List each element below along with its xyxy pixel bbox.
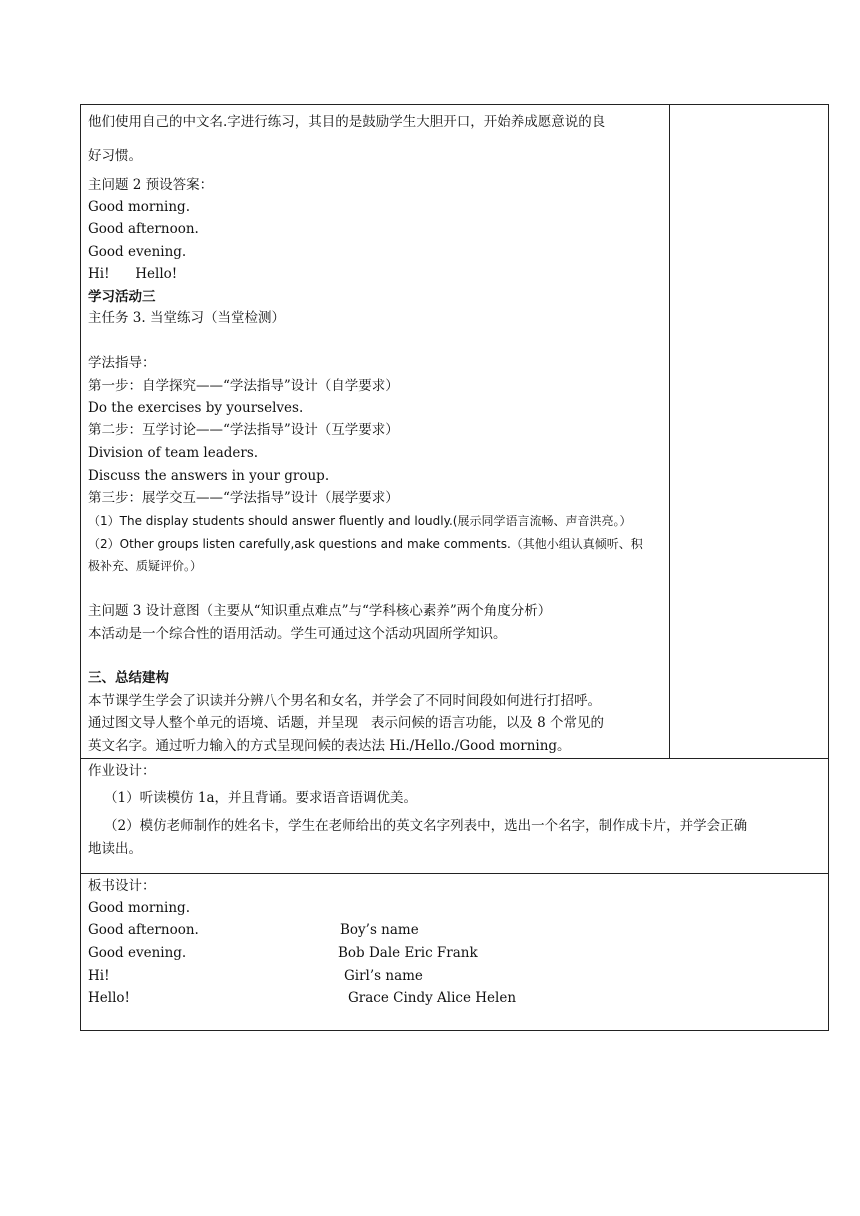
text-line: 极补充、质疑评价。） [88,559,203,573]
text-line: Good evening. [88,244,187,260]
board-right-line: Bob Dale Eric Frank [338,945,478,961]
text-line: （2）Other groups listen carefully,ask questions and make comments.（其他小组认真倾听、积 [88,537,643,551]
text-line: Division of team leaders. [88,445,259,461]
homework-item: （1）听读模仿 1a，并且背诵。要求语音语调优美。 [104,790,418,806]
board-left-line: Good evening. [88,945,187,961]
text-line: 通过图文导人整个单元的语境、话题，并呈现 表示问候的语言功能，以及 8 个常见的 [88,715,605,731]
board-right-line: Girl’s name [344,968,423,984]
text-line: 本活动是一个综合性的语用活动。学生可通过这个活动巩固所学知识。 [88,626,507,642]
activity-heading: 学习活动三 [88,289,156,305]
text-line: 英文名字。通过听力输入的方式呈现问候的表达法 Hi./Hello./Good morning。 [88,738,571,754]
board-left-line: Hi! [88,968,110,984]
text-line: Do the exercises by yourselves. [88,400,304,416]
homework-item: （2）模仿老师制作的姓名卡，学生在老师给出的英文名字列表中，选出一个名字，制作成卡片，并学会正确 [104,818,748,834]
board-right-line: Grace Cindy Alice Helen [348,990,517,1006]
board-left-line: Good afternoon. [88,922,199,938]
homework-item: 地读出。 [88,841,142,857]
board-left-line: Good morning. [88,900,190,916]
text-line: 主问题 3 设计意图（主要从“知识重点难点”与“学科核心素养”两个角度分析） [88,603,552,619]
text-line: 第三步：展学交互——“学法指导”设计（展学要求） [88,490,399,506]
text-line: 第一步：自学探究——“学法指导”设计（自学要求） [88,378,399,394]
homework-title: 作业设计： [88,763,156,779]
text-line: 他们使用自己的中文名.字进行练习，其目的是鼓励学生大胆开口，开始养成愿意说的良 [88,114,606,130]
board-left-line: Hello! [88,990,130,1006]
text-line: 学法指导： [88,355,156,371]
homework-cell [80,758,829,874]
text-line: Hi! Hello! [88,266,178,282]
text-line: 主任务 3. 当堂练习（当堂检测） [88,310,285,326]
text-line: 好习惯。 [88,148,142,164]
notes-cell [669,104,829,759]
text-line: 第二步：互学讨论——“学法指导”设计（互学要求） [88,422,399,438]
text-line: Discuss the answers in your group. [88,468,330,484]
summary-heading: 三、总结建构 [88,670,169,686]
board-title: 板书设计： [88,878,156,894]
text-line: 本节课学生学会了识读并分辨八个男名和女名，并学会了不同时间段如何进行打招呼。 [88,693,601,709]
board-right-line: Boy’s name [340,922,419,938]
text-line: 主问题 2 预设答案： [88,177,214,193]
text-line: Good afternoon. [88,221,199,237]
text-line: （1）The display students should answer fluently and loudly.(展示同学语言流畅、声音洪亮。） [88,514,632,528]
text-line: Good morning. [88,199,190,215]
